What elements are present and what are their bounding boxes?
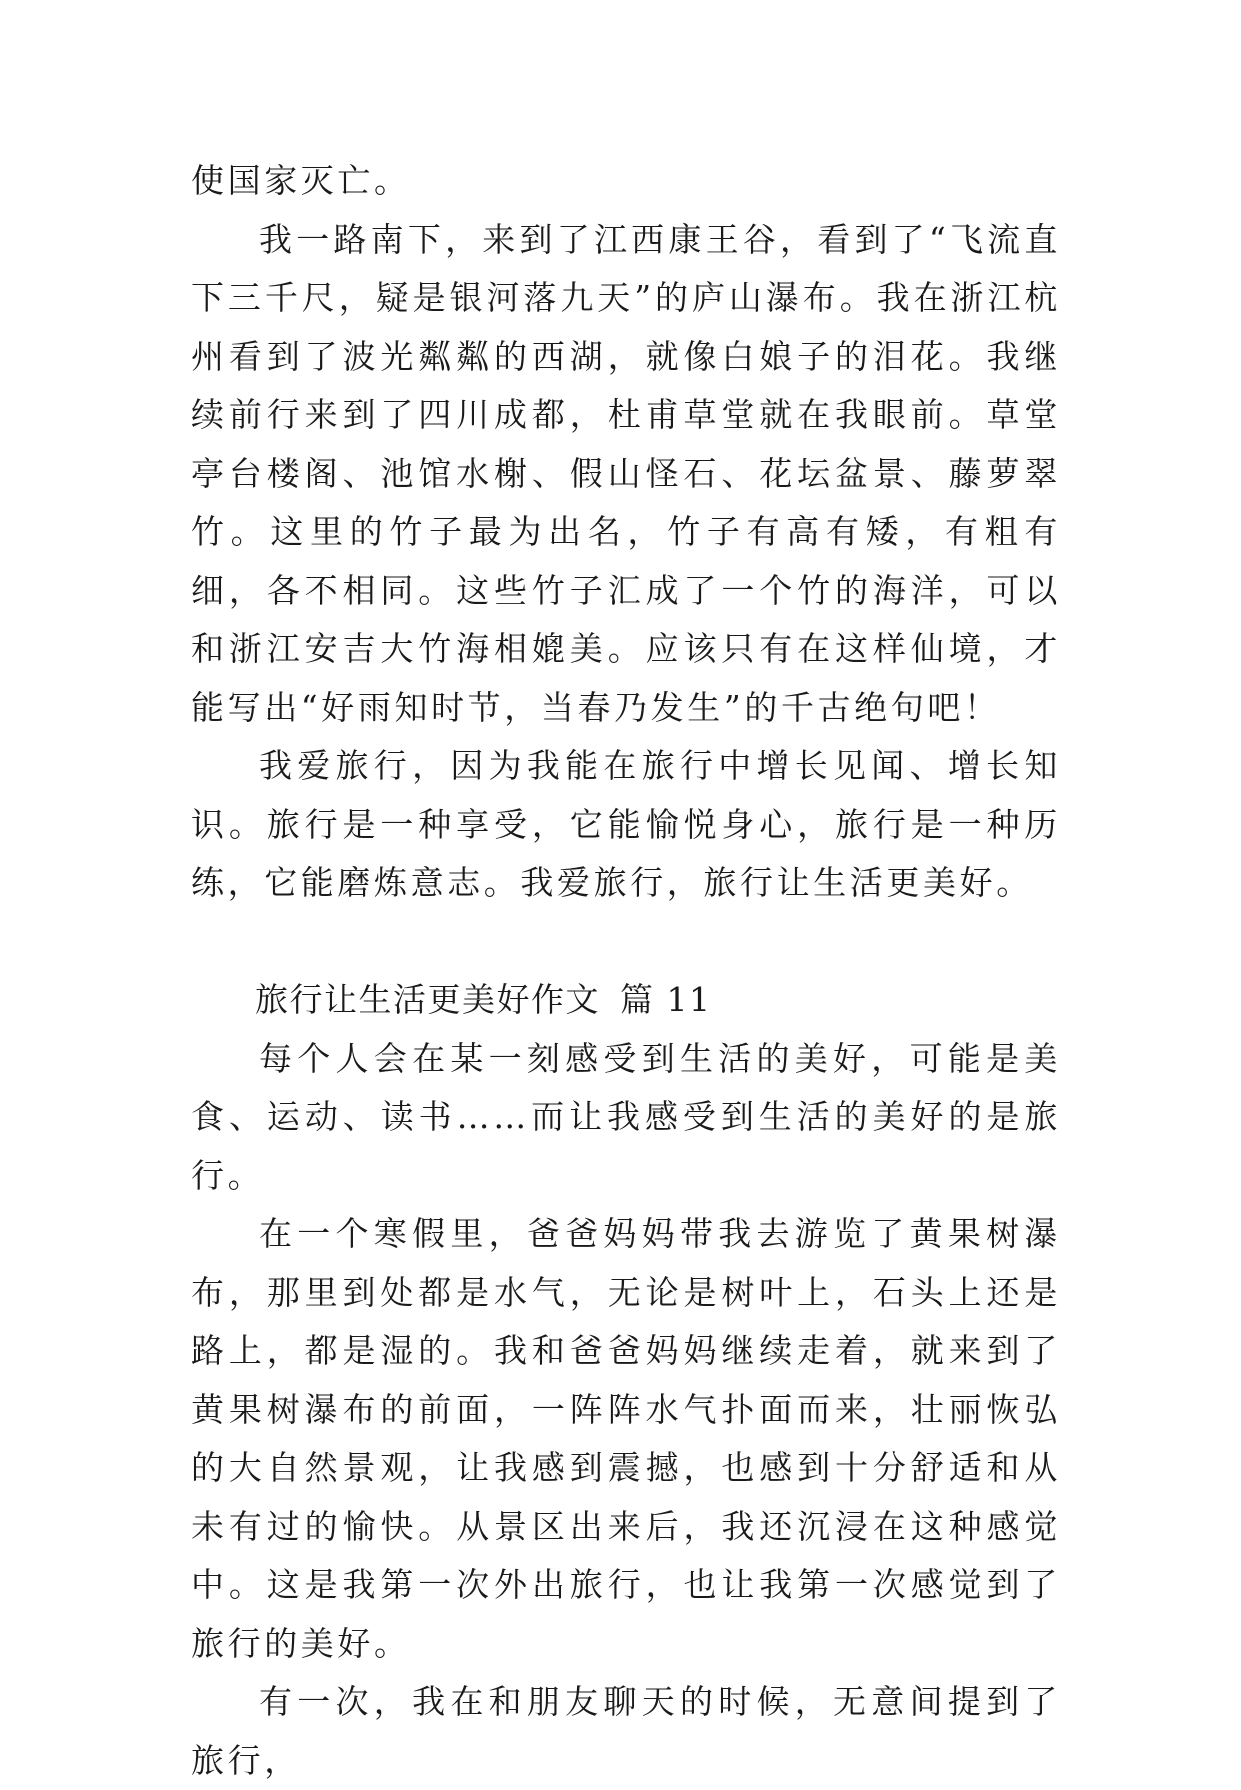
paragraph-chat-with-friend: 有一次，我在和朋友聊天的时候，无意间提到了旅行， (191, 1682, 1061, 1780)
paragraph-intro: 每个人会在某一刻感受到生活的美好，可能是美食、运动、读书……而让我感受到生活的美好的是旅行。 (191, 1038, 1061, 1195)
section-heading (191, 971, 1061, 1030)
paragraph-waterfall: 在一个寒假里，爸爸妈妈带我去游览了黄果树瀑布，那里到处都是水气，无论是树叶上，石头上还是路上，都是湿的。我和爸爸妈妈继续走着，就来到了黄果树瀑布的前面，一阵阵水气扑面而来，壮丽恢弘的大自然景观，让我感到震撼，也感到十分舒适和从未有过的愉快。从景区出来后，我还沉浸在这种感觉中。这是我第一次外出旅行，也让我第一次感觉到了旅行的美好。 (191, 1214, 1061, 1663)
section-spacer (191, 913, 1061, 972)
paragraph-love-travel: 我爱旅行，因为我能在旅行中增长见闻、增长知识。旅行是一种享受，它能愉悦身心，旅行是一种历练，它能磨炼意志。我爱旅行，旅行让生活更美好。 (191, 746, 1061, 902)
paragraph-travel-south: 我一路南下，来到了江西康王谷，看到了“飞流直下三千尺，疑是银河落九天”的庐山瀑布。我在浙江杭州看到了波光粼粼的西湖，就像白娘子的泪花。我继续前行来到了四川成都，杜甫草堂就在我眼前。草堂亭台楼阁、池馆水榭、假山怪石、花坛盆景、藤萝翠竹。这里的竹子最为出名，竹子有高有矮，有粗有细，各不相同。这些竹子汇成了一个竹的海洋，可以和浙江安吉大竹海相媲美。应该只有在这样仙境，才能写出“好雨知时节，当春乃发生”的千古绝句吧！ (191, 219, 1061, 727)
section-heading-title: 旅行让生活更美好作文 (255, 980, 600, 1019)
section-heading-label: 篇 11 (620, 980, 712, 1019)
paragraph-continuation: 使国家灭亡。 (191, 161, 411, 200)
document-body (191, 152, 1061, 1790)
